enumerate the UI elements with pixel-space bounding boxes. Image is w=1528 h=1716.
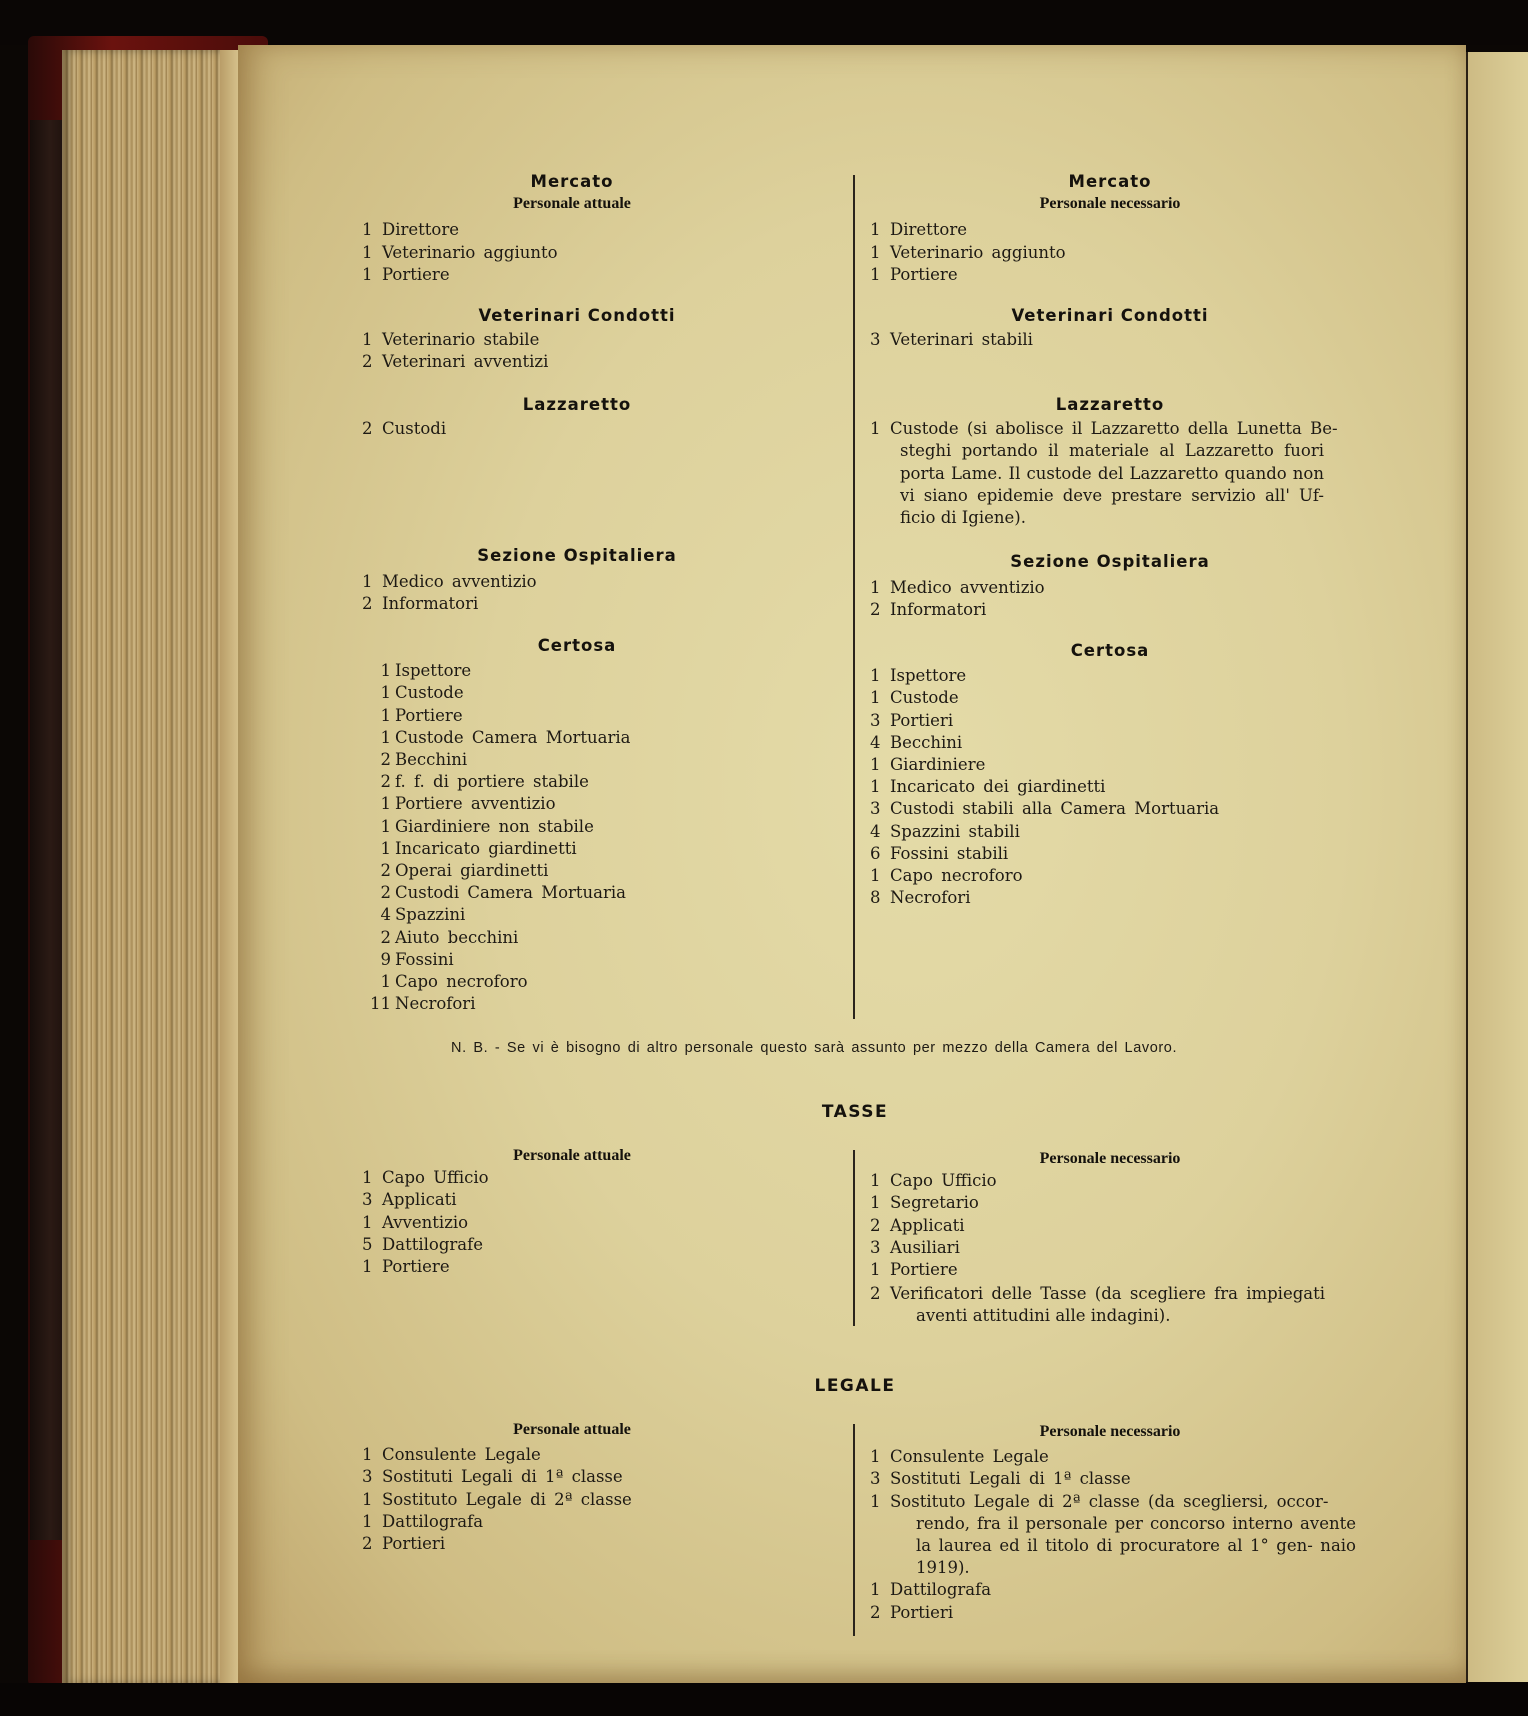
list-item: 2 Aiuto becchini	[380, 927, 519, 947]
list-item-continuation: rendo, fra il personale per concorso interno avente la laurea ed il titolo di procuratore al 1° gen- naio 1919).	[916, 1513, 1356, 1578]
veterinari-left	[362, 305, 792, 374]
list-item: 1 Portiere	[362, 1257, 450, 1277]
section-subheading: Personale attuale	[513, 1421, 631, 1438]
background-bottom	[0, 1683, 1528, 1716]
section-heading: Certosa	[1070, 641, 1150, 660]
facing-page-edge	[1466, 52, 1528, 1682]
legale-left	[362, 1419, 792, 1555]
list-item: 1 Consulente Legale	[870, 1447, 1049, 1467]
list-item: 1 Sostituto Legale di 2ª classe (da scegliersi, occor-	[870, 1491, 1329, 1511]
list-item: 3 Portieri	[870, 710, 954, 730]
list-item: 2 Portieri	[870, 1602, 954, 1622]
list-item: 3 Veterinari stabili	[870, 330, 1033, 350]
list-item: 1 Capo necroforo	[870, 866, 1023, 886]
list-item: 1 Ispettore	[870, 666, 967, 686]
ospitaliera-right	[870, 551, 1350, 622]
list-item: 1 Custode Camera Mortuaria	[380, 727, 631, 747]
footnote: N. B. - Se vi è bisogno di altro personale questo sarà assunto per mezzo della Camera del Lavoro.	[451, 1040, 1178, 1056]
list-item: 11 Necrofori	[370, 994, 476, 1014]
section-subheading: Personale necessario	[1039, 1150, 1181, 1167]
list-item: 1 Custode (si abolisce il Lazzaretto della Lunetta Be-	[870, 419, 1338, 439]
list-item: 1 Portiere	[870, 1260, 958, 1280]
list-item: 1 Capo Ufficio	[870, 1171, 997, 1191]
list-item: 1 Ispettore	[380, 661, 472, 681]
list-item: 1 Giardiniere non stabile	[380, 816, 594, 836]
list-item: 3 Ausiliari	[870, 1237, 960, 1257]
list-item-continuation: aventi attitudini alle indagini).	[916, 1306, 1171, 1326]
tasse-right	[870, 1148, 1350, 1328]
list-item: 5 Dattilografe	[362, 1234, 483, 1254]
column-divider	[853, 1150, 855, 1326]
section-heading: Lazzaretto	[522, 395, 632, 414]
tasse-left	[362, 1145, 792, 1278]
list-item: 2 Veterinari avventizi	[362, 352, 549, 372]
list-item: 1 Capo necroforo	[380, 972, 528, 992]
ospitaliera-left	[362, 545, 792, 616]
mercato-right	[870, 171, 1350, 286]
list-item: 8 Necrofori	[870, 888, 971, 908]
list-item: 3 Custodi stabili alla Camera Mortuaria	[870, 799, 1220, 819]
list-item: 2 Operai giardinetti	[380, 861, 549, 881]
section-subheading: Personale necessario	[1039, 1423, 1181, 1440]
certosa-left	[362, 635, 792, 1015]
list-item: 2 Portieri	[362, 1534, 446, 1554]
list-item: 1 Incaricato dei giardinetti	[870, 777, 1106, 797]
list-item: 1 Veterinario stabile	[362, 330, 540, 350]
list-item: 2 Becchini	[380, 750, 468, 770]
list-item: 4 Becchini	[870, 732, 963, 752]
list-item: 1 Giardiniere	[870, 755, 986, 775]
section-heading: Veterinari Condotti	[1011, 306, 1209, 325]
lazzaretto-left	[362, 394, 792, 440]
section-subheading: Personale attuale	[513, 195, 631, 213]
list-item: 9 Fossini	[380, 949, 454, 969]
mercato-left	[362, 171, 792, 286]
section-heading: Sezione Ospitaliera	[1010, 552, 1210, 571]
list-item: 1 Portiere	[362, 264, 450, 284]
section-title-legale: LEGALE	[814, 1376, 896, 1396]
list-item: 2 Informatori	[870, 600, 987, 620]
section-heading: Lazzaretto	[1055, 395, 1165, 414]
list-item: 1 Sostituto Legale di 2ª classe	[362, 1489, 632, 1509]
legale-right	[870, 1421, 1356, 1624]
list-item: 1 Dattilografa	[870, 1580, 992, 1600]
section-title-tasse: TASSE	[821, 1102, 889, 1122]
list-item: 1 Consulente Legale	[362, 1445, 541, 1465]
list-item: 1 Incaricato giardinetti	[380, 838, 577, 858]
list-item: 1 Segretario	[870, 1193, 979, 1213]
list-item: 4 Spazzini	[380, 905, 466, 925]
veterinari-right	[870, 305, 1350, 351]
page-stack-edge	[62, 50, 240, 1684]
list-item: 1 Avventizio	[362, 1212, 469, 1232]
section-subheading: Personale attuale	[513, 1147, 631, 1164]
section-heading: Veterinari Condotti	[478, 306, 676, 325]
list-item: 2 Informatori	[362, 594, 479, 614]
section-heading: Mercato	[530, 172, 614, 191]
list-item: 1 Portiere	[870, 264, 958, 284]
list-item: 3 Applicati	[362, 1190, 457, 1210]
section-heading: Certosa	[537, 636, 617, 655]
list-item: 2 Custodi Camera Mortuaria	[380, 883, 627, 903]
column-divider	[853, 175, 855, 1019]
list-item: 3 Sostituti Legali di 1ª classe	[870, 1469, 1131, 1489]
section-heading: Sezione Ospitaliera	[477, 546, 677, 565]
list-item: 1 Medico avventizio	[870, 578, 1045, 598]
list-item-continuation: steghi portando il materiale al Lazzaretto fuori porta Lame. Il custode del Lazzaretto quando non vi siano epidemie deve prestare servizio all' Uf- ficio di Igiene).	[900, 441, 1324, 528]
lazzaretto-right	[870, 394, 1350, 529]
list-item: 4 Spazzini stabili	[870, 821, 1020, 841]
section-heading: Mercato	[1068, 172, 1152, 191]
list-item: 1 Direttore	[362, 220, 460, 240]
list-item: 2 Verificatori delle Tasse (da scegliere fra impiegati	[870, 1284, 1326, 1304]
list-item: 1 Medico avventizio	[362, 572, 537, 592]
column-divider	[853, 1424, 855, 1636]
certosa-right	[870, 640, 1350, 909]
list-item: 2 Custodi	[362, 419, 447, 439]
list-item: 2 f. f. di portiere stabile	[380, 772, 589, 792]
list-item: 1 Custode	[870, 688, 959, 708]
list-item: 3 Sostituti Legali di 1ª classe	[362, 1467, 623, 1487]
list-item: 6 Fossini stabili	[870, 843, 1009, 863]
list-item: 2 Applicati	[870, 1215, 965, 1235]
list-item: 1 Portiere	[380, 705, 463, 725]
list-item: 1 Direttore	[870, 220, 968, 240]
list-item: 1 Veterinario aggiunto	[362, 242, 558, 262]
list-item: 1 Veterinario aggiunto	[870, 242, 1066, 262]
section-subheading: Personale necessario	[1039, 195, 1181, 213]
list-item: 1 Custode	[380, 683, 464, 703]
list-item: 1 Capo Ufficio	[362, 1168, 489, 1188]
list-item: 1 Dattilografa	[362, 1511, 484, 1531]
list-item: 1 Portiere avventizio	[380, 794, 556, 814]
